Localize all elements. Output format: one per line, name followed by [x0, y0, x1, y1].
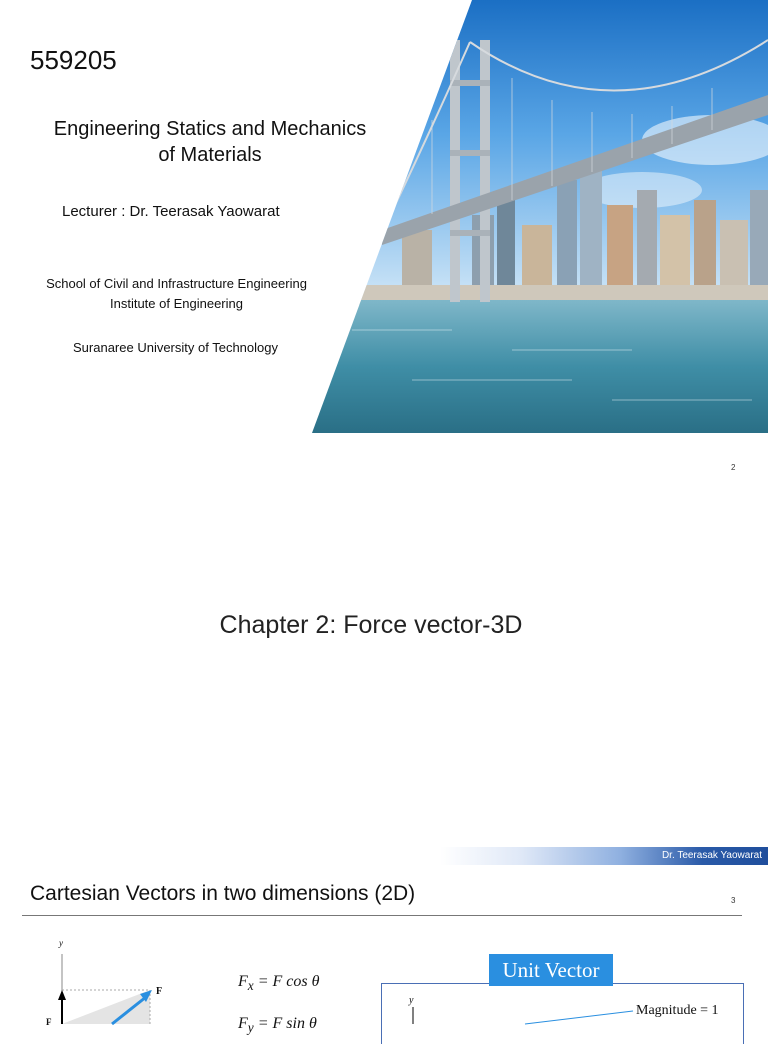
lecturer-name: Lecturer : Dr. Teerasak Yaowarat: [62, 203, 280, 220]
diagram-side-label: F: [46, 1017, 52, 1027]
magnitude-label: Magnitude = 1: [636, 1003, 719, 1018]
chapter-title: Chapter 2: Force vector-3D: [219, 611, 523, 639]
fy-arrowhead: [58, 990, 66, 1000]
equation-fy: $F_y = F$ sin θ: [238, 1015, 317, 1036]
unit-vector-title: Unit Vector: [489, 954, 613, 986]
content-slide: [0, 845, 768, 1036]
course-title-line1: Engineering Statics and Mechanics: [53, 118, 367, 140]
title-slide: [0, 0, 768, 433]
diagram-axis-y: y: [59, 938, 63, 948]
vector-diagram: [30, 940, 180, 1024]
course-title-line2: of Materials: [158, 144, 262, 166]
course-code: 559205: [30, 45, 117, 75]
unit-pointer-line: [525, 1011, 633, 1024]
bridge-photo: [312, 0, 768, 433]
diagram-vector-label: F: [156, 986, 163, 997]
title-divider: [22, 915, 742, 916]
page-number: 3: [731, 896, 736, 905]
header-band: [440, 847, 768, 865]
chapter-slide: [0, 433, 768, 845]
school-line1: School of Civil and Infrastructure Engineering: [46, 276, 307, 291]
header-author: Dr. Teerasak Yaowarat: [661, 850, 762, 861]
school-info: [25, 274, 328, 314]
component-shading: [62, 990, 150, 1024]
university-name: Suranaree University of Technology: [73, 340, 278, 355]
school-line2: Institute of Engineering: [110, 296, 243, 311]
slide-title: Cartesian Vectors in two dimensions (2D): [30, 882, 416, 905]
unit-axis-y: y: [409, 995, 414, 1006]
equation-fx: $F_x = F$ cos θ: [238, 973, 320, 994]
unit-vector-diagram: [395, 1003, 635, 1024]
page-number: 2: [731, 463, 736, 472]
bridge-illustration: [312, 0, 768, 433]
